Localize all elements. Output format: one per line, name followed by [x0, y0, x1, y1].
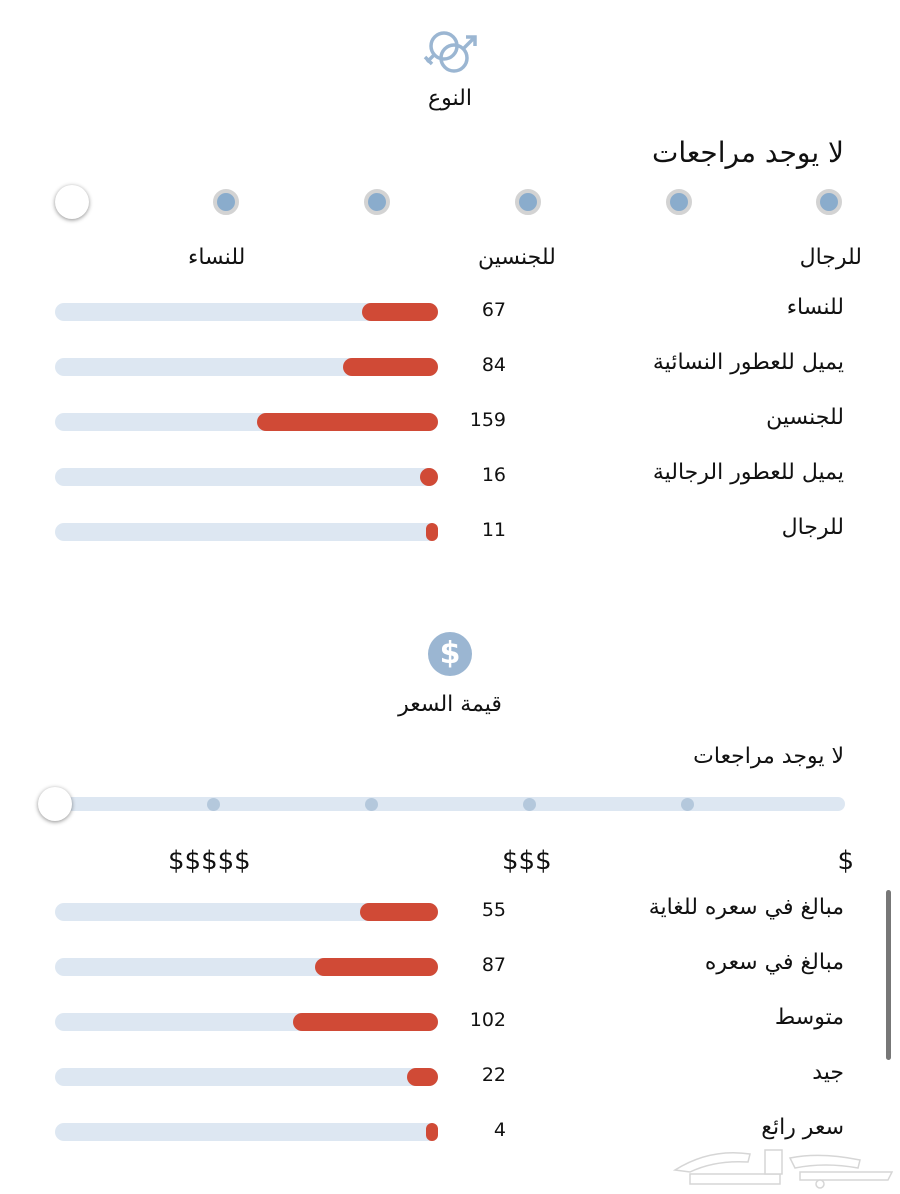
price-distribution-row — [0, 1117, 900, 1147]
row-count: 87 — [481, 954, 506, 976]
gender-distribution-row — [0, 352, 900, 382]
gender-option-dot[interactable] — [213, 189, 239, 215]
row-label: مبالغ في سعره — [704, 950, 844, 975]
row-label: يميل للعطور النسائية — [652, 350, 844, 375]
bar-fill — [360, 903, 438, 921]
watermark-logo — [670, 1140, 895, 1190]
bar-fill — [362, 303, 438, 321]
gender-option-dot[interactable] — [515, 189, 541, 215]
bar-track — [55, 468, 438, 486]
bar-track — [55, 358, 438, 376]
price-slider-thumb[interactable] — [38, 787, 72, 821]
bar-fill — [343, 358, 438, 376]
scrollbar[interactable] — [886, 890, 891, 1060]
gender-distribution-row — [0, 462, 900, 492]
price-scale-low: $ — [837, 846, 854, 876]
bar-fill — [426, 523, 439, 541]
price-distribution-row — [0, 897, 900, 927]
price-scale-mid: $$$ — [502, 846, 552, 876]
gender-distribution-row — [0, 407, 900, 437]
price-slider-tick — [523, 798, 536, 811]
price-distribution-row — [0, 1007, 900, 1037]
row-label: متوسط — [774, 1005, 844, 1030]
bar-fill — [426, 1123, 438, 1141]
price-slider-track[interactable] — [55, 797, 845, 811]
price-distribution-row — [0, 1062, 900, 1092]
gender-distribution-row — [0, 297, 900, 327]
bar-track — [55, 1068, 438, 1086]
row-label: سعر رائع — [761, 1115, 844, 1140]
scale-label-unisex: للجنسين — [478, 245, 556, 270]
gender-no-reviews: لا يوجد مراجعات — [652, 136, 844, 169]
price-scale-high: $$$$$ — [168, 846, 251, 876]
gender-option-dot[interactable] — [666, 189, 692, 215]
bar-fill — [257, 413, 438, 431]
bar-track — [55, 303, 438, 321]
scale-label-women: للنساء — [188, 245, 246, 270]
scale-label-men: للرجال — [799, 245, 862, 270]
gender-distribution-row — [0, 517, 900, 547]
bar-fill — [420, 468, 438, 486]
price-slider-tick — [365, 798, 378, 811]
row-count: 67 — [481, 299, 506, 321]
bar-fill — [407, 1068, 438, 1086]
gender-section-title: النوع — [428, 86, 472, 111]
bar-fill — [293, 1013, 438, 1031]
bar-track — [55, 903, 438, 921]
row-count: 159 — [469, 409, 506, 431]
price-section-title: قيمة السعر — [398, 692, 502, 717]
price-slider-tick — [681, 798, 694, 811]
row-label: مبالغ في سعره للغاية — [648, 895, 844, 920]
row-label: للرجال — [781, 515, 844, 540]
price-distribution-row — [0, 952, 900, 982]
gender-slider-thumb[interactable] — [55, 185, 89, 219]
gender-icon — [0, 24, 900, 84]
row-count: 102 — [469, 1009, 506, 1031]
bar-track — [55, 1013, 438, 1031]
row-label: للجنسين — [766, 405, 844, 430]
bar-track — [55, 523, 438, 541]
price-no-reviews: لا يوجد مراجعات — [693, 744, 844, 769]
bar-track — [55, 413, 438, 431]
row-count: 11 — [481, 519, 506, 541]
bar-fill — [315, 958, 438, 976]
row-label: جيد — [812, 1060, 844, 1085]
bar-track — [55, 958, 438, 976]
row-count: 55 — [481, 899, 506, 921]
price-slider-tick — [207, 798, 220, 811]
row-count: 16 — [481, 464, 506, 486]
dollar-icon: $ — [0, 632, 900, 676]
gender-option-dot[interactable] — [816, 189, 842, 215]
row-count: 4 — [493, 1119, 506, 1141]
gender-option-dot[interactable] — [364, 189, 390, 215]
row-label: للنساء — [786, 295, 844, 320]
row-label: يميل للعطور الرجالية — [652, 460, 844, 485]
row-count: 84 — [481, 354, 506, 376]
row-count: 22 — [481, 1064, 506, 1086]
bar-track — [55, 1123, 438, 1141]
